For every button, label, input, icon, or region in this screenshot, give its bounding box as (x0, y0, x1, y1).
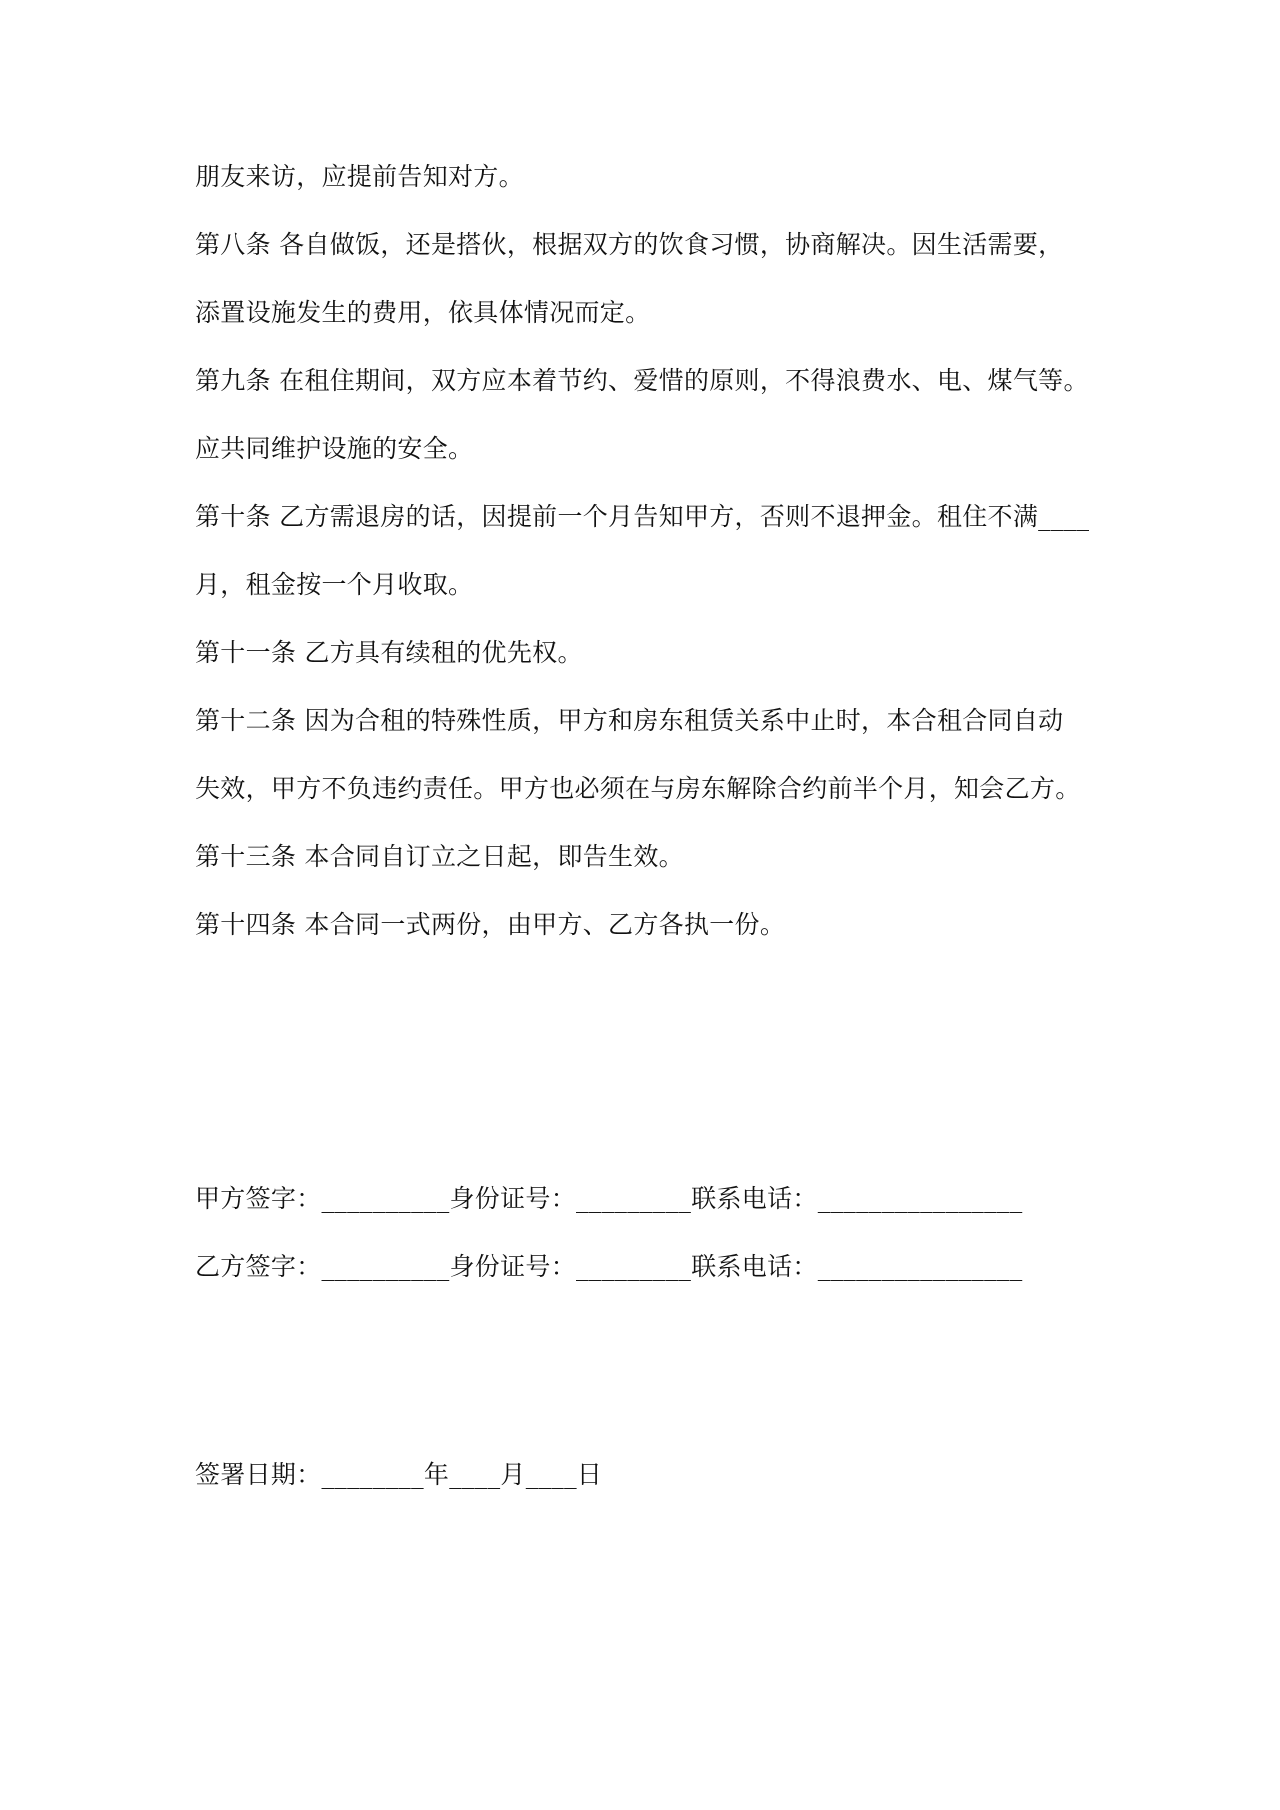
clause-12-line: 第十二条 因为合租的特殊性质，甲方和房东租赁关系中止时，本合租合同自动 (195, 706, 1064, 735)
clause-13-line: 第十三条 本合同自订立之日起，即告生效。 (195, 842, 684, 871)
clause-9-line: 第九条 在租住期间，双方应本着节约、爱惜的原则，不得浪费水、电、煤气等。 (195, 366, 1089, 395)
clause-11-line: 第十一条 乙方具有续租的优先权。 (195, 638, 583, 667)
clause-14-line: 第十四条 本合同一式两份，由甲方、乙方各执一份。 (195, 910, 786, 939)
clause-text-line: 朋友来访，应提前告知对方。 (195, 162, 524, 191)
clause-text-line: 月，租金按一个月收取。 (195, 570, 474, 599)
signing-date-row: 签署日期：________年____月____日 (195, 1460, 603, 1489)
clause-text-line: 添置设施发生的费用，依具体情况而定。 (195, 298, 651, 327)
party-a-signature-row: 甲方签字：__________身份证号：_________联系电话：________________ (195, 1184, 1023, 1213)
clause-8-line: 第八条 各自做饭，还是搭伙，根据双方的饮食习惯，协商解决。因生活需要， (195, 230, 1064, 259)
clause-10-line: 第十条 乙方需退房的话，因提前一个月告知甲方，否则不退押金。租住不满____ (195, 502, 1090, 531)
party-b-signature-row: 乙方签字：__________身份证号：_________联系电话：________________ (195, 1252, 1023, 1281)
clause-text-line: 应共同维护设施的安全。 (195, 434, 474, 463)
clause-text-line: 失效，甲方不负违约责任。甲方也必须在与房东解除合约前半个月，知会乙方。 (195, 774, 1081, 803)
